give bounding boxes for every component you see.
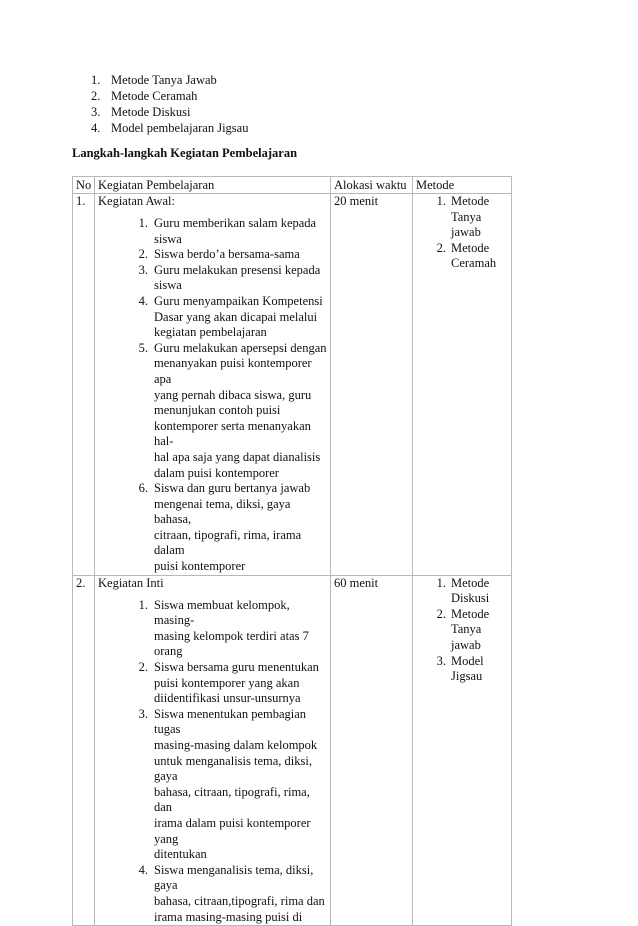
item-line: hal apa saja yang dapat dianalisis <box>154 449 321 464</box>
item-number: 4. <box>138 862 148 877</box>
method-item <box>91 120 248 136</box>
item-line: Jigsau <box>451 669 483 684</box>
method-item <box>91 104 248 120</box>
item-number: 1. <box>138 216 148 230</box>
activity-title: Kegiatan Inti <box>98 575 164 590</box>
method-text: Metode Ceramah <box>111 89 198 103</box>
method-list <box>91 72 248 136</box>
item-text <box>154 598 327 660</box>
item-line: Ceramah <box>451 256 497 271</box>
method-text: Metode Tanya Jawab <box>111 73 217 87</box>
item-number: 3. <box>436 653 446 668</box>
item-line: citraan, tipografi, rima, irama dalam <box>154 527 302 558</box>
item-number: 3. <box>138 706 148 721</box>
item-line: Model <box>451 653 484 668</box>
table-header-row <box>73 177 512 194</box>
list-item <box>416 194 508 241</box>
item-line: jawab <box>451 225 481 240</box>
method-text: Metode Diskusi <box>111 105 191 119</box>
item-line: siswa <box>154 231 182 246</box>
activity-title: Kegiatan Awal: <box>98 194 175 208</box>
item-line: bahasa, citraan, tipografi, rima, dan <box>154 784 310 815</box>
list-item <box>416 654 508 685</box>
item-line: masing-masing dalam kelompok <box>154 738 318 752</box>
item-text <box>154 707 327 863</box>
item-line: irama masing-masing puisi di <box>154 909 303 924</box>
item-line: Metode <box>451 575 490 590</box>
item-line: yang pernah dibaca siswa, guru <box>154 387 312 402</box>
item-line: bahasa, citraan,tipografi, rima dan <box>154 893 325 908</box>
item-line: Guru melakukan presensi kepada <box>154 262 321 277</box>
item-line: Tanya <box>451 622 482 637</box>
item-line: Siswa dan guru bertanya jawab <box>154 481 311 496</box>
item-number: 2. <box>436 606 446 621</box>
activity-cell <box>95 194 331 576</box>
method-item <box>91 88 248 104</box>
table-row <box>73 575 512 925</box>
item-line: kontemporer serta menanyakan hal- <box>154 418 311 449</box>
item-line: Metode <box>451 194 490 208</box>
item-number: 4. <box>138 293 148 308</box>
header-kegiatan: Kegiatan Pembelajaran <box>95 177 331 194</box>
list-item <box>98 216 327 247</box>
item-text <box>451 654 508 685</box>
list-item <box>98 863 327 925</box>
item-text <box>451 576 508 607</box>
item-number: 1. <box>436 575 446 590</box>
item-line: Metode <box>451 240 490 255</box>
step-list <box>98 216 327 575</box>
item-line: dalam puisi kontemporer <box>154 465 279 480</box>
item-text <box>451 241 508 272</box>
item-text <box>154 863 327 925</box>
item-line: Siswa menganalisis tema, diksi, gaya <box>154 862 314 893</box>
item-line: puisi kontemporer yang akan <box>154 675 300 690</box>
item-line: Siswa menentukan pembagian tugas <box>154 706 307 737</box>
list-item <box>98 707 327 863</box>
item-number: 6. <box>138 481 148 496</box>
list-item <box>98 481 327 575</box>
item-line: mengenai tema, diksi, gaya bahasa, <box>154 496 291 527</box>
step-list <box>98 598 327 925</box>
item-text <box>154 216 327 247</box>
item-line: menanyakan puisi kontemporer apa <box>154 356 312 386</box>
item-line: diidentifikasi unsur-unsurnya <box>154 691 301 706</box>
header-alokasi: Alokasi waktu <box>331 177 413 194</box>
activity-cell <box>95 575 331 925</box>
item-line: masing kelompok terdiri atas 7 orang <box>154 628 309 659</box>
item-line: siswa <box>154 278 182 293</box>
row-number: 1. <box>73 194 95 576</box>
time-allocation: 60 menit <box>331 575 413 925</box>
list-item <box>98 341 327 481</box>
list-item <box>98 598 327 660</box>
method-number: 3. <box>91 105 101 119</box>
list-item <box>98 660 327 707</box>
time-allocation: 20 menit <box>331 194 413 576</box>
list-item <box>416 607 508 654</box>
item-number: 2. <box>138 660 148 675</box>
item-line: Tanya <box>451 209 482 224</box>
list-item <box>416 241 508 272</box>
item-number: 1. <box>138 597 148 612</box>
item-line: kegiatan pembelajaran <box>154 325 267 340</box>
item-line: Siswa membuat kelompok, masing- <box>154 597 290 628</box>
item-text <box>154 263 327 294</box>
item-text <box>154 294 327 341</box>
method-number: 4. <box>91 121 101 135</box>
list-item <box>98 263 327 294</box>
item-line: ditentukan <box>154 847 207 862</box>
item-number: 2. <box>436 240 446 255</box>
method-item <box>91 72 248 88</box>
item-line: Dasar yang akan dicapai melalui <box>154 309 318 324</box>
item-number: 5. <box>138 340 148 355</box>
item-line: irama dalam puisi kontemporer yang <box>154 815 311 846</box>
item-text <box>154 660 327 707</box>
item-line: menunjukan contoh puisi <box>154 403 281 418</box>
item-number: 2. <box>138 247 148 262</box>
item-number: 1. <box>436 194 446 208</box>
method-cell <box>413 575 512 925</box>
row-number: 2. <box>73 575 95 925</box>
activities-table <box>72 176 512 926</box>
section-heading: Langkah-langkah Kegiatan Pembelajaran <box>72 146 298 160</box>
item-text <box>154 247 327 263</box>
item-text <box>451 194 508 241</box>
table-row <box>73 194 512 576</box>
method-text: Model pembelajaran Jigsau <box>111 121 249 135</box>
list-item <box>98 247 327 263</box>
method-sublist <box>416 194 508 272</box>
item-line: puisi kontemporer <box>154 559 246 574</box>
item-number: 3. <box>138 262 148 277</box>
item-line: Guru memberikan salam kepada <box>154 216 317 230</box>
header-metode: Metode <box>413 177 512 194</box>
item-line: Diskusi <box>451 591 490 606</box>
item-text <box>154 481 327 575</box>
item-line: Metode <box>451 606 490 621</box>
method-cell <box>413 194 512 576</box>
method-number: 1. <box>91 73 101 87</box>
item-text <box>451 607 508 654</box>
header-no: No <box>73 177 95 194</box>
method-sublist <box>416 576 508 685</box>
item-line: Guru menyampaikan Kompetensi <box>154 293 323 308</box>
item-line: Siswa berdo’a bersama-sama <box>154 247 300 262</box>
item-line: jawab <box>451 638 481 653</box>
method-number: 2. <box>91 89 101 103</box>
item-line: Guru melakukan apersepsi dengan <box>154 340 327 355</box>
item-line: untuk menganalisis tema, diksi, gaya <box>154 753 312 784</box>
list-item <box>98 294 327 341</box>
item-line: Siswa bersama guru menentukan <box>154 660 319 675</box>
list-item <box>416 576 508 607</box>
item-text <box>154 341 327 481</box>
